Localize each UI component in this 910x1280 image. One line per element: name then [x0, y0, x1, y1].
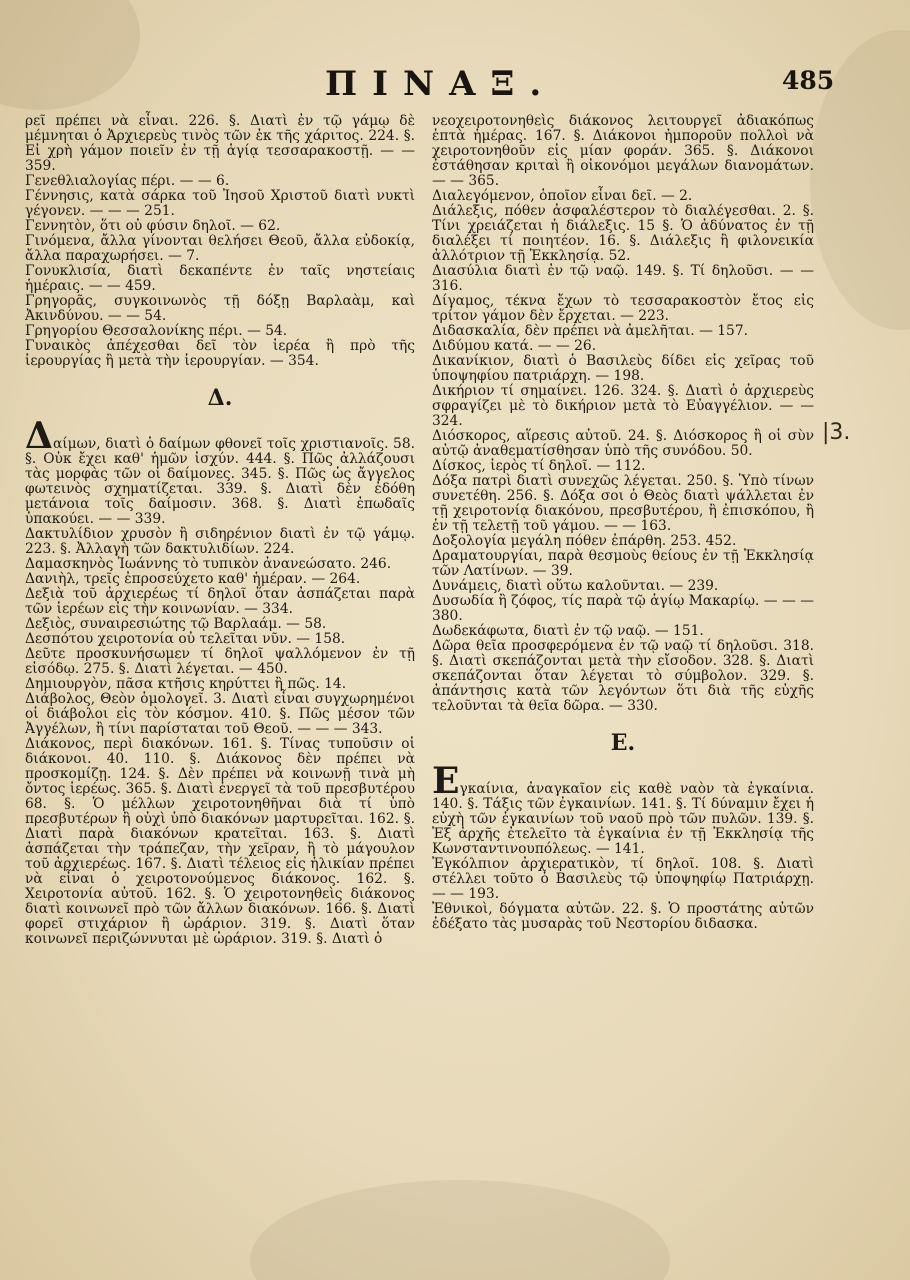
left-column	[25, 114, 415, 947]
section-gap	[432, 714, 814, 726]
index-entry-text: Δανιὴλ, τρεῖς ἐπροσεύχετο καθ' ἡμέραν. — 264.	[25, 571, 361, 587]
index-entry-text: νεοχειροτονηθεὶς διάκονος λειτουργεῖ ἀδιακόπως ἑπτὰ ἡμέρας. 167. §. Διάκονοι ἠμποροῦν πολλοὶ νὰ χειροτονηθοῦν εἰς μίαν φοράν. 365. §. Διάκονοι ἐστάθησαν κριταὶ ἢ οἰκονόμοι μεγάλων διανομάτων. — — 365.	[432, 113, 814, 189]
index-entry	[25, 339, 415, 369]
index-entry-text: Διάλεξις, πόθεν ἀσφαλέστερον τὸ διαλέγεσθαι. 2. §. Τίνι χρειάζεται ἡ διάλεξις. 15 §. Ὁ ἀδύνατος ἐν τῇ διαλέξει τί ποιητέον. 16. §. Διάλεξις ἢ φιλονεικία ἀλλότριον τῇ Ἐκκλησίᾳ. 52.	[432, 203, 814, 264]
index-entry	[25, 692, 415, 737]
index-entry-text: Δυνάμεις, διατὶ οὕτω καλοῦνται. — 239.	[432, 578, 719, 594]
index-entry-text: Διαλεγόμενον, ὁποῖον εἶναι δεῖ. — 2.	[432, 188, 693, 204]
index-entry	[25, 557, 415, 572]
index-entry	[432, 459, 814, 474]
index-entry	[432, 114, 814, 189]
index-entry	[25, 737, 415, 947]
index-entry-text: Διασύλια διατὶ ἐν τῷ ναῷ. 149. §. Τί δηλοῦσι. — — 316.	[432, 263, 814, 294]
index-entry-text: Δακτυλίδιον χρυσὸν ἢ σιδηρένιον διατὶ ἐν τῷ γάμῳ. 223. §. Ἀλλαγὴ τῶν δακτυλιδίων. 224.	[25, 526, 415, 557]
index-entry	[432, 354, 814, 384]
index-entry-text: Δραματουργίαι, παρὰ θεσμοὺς θείους ἐν τῇ Ἐκκλησίᾳ τῶν Λατίνων. — 39.	[432, 548, 814, 579]
index-entry-text: Διάκονος, περὶ διακόνων. 161. §. Τίνας τυποῦσιν οἱ διάκονοι. 40. 110. §. Διάκονος δὲν πρέπει νὰ προσκομίζῃ. 124. §. Δὲν πρέπει νὰ κοινωνῇ τινὰ μὴ ὄντος ἱερέως. 365. §. Διατὶ ἐνεργεῖ τὰ τοῦ πρεσβυτέρου 68. §. Ὁ μέλλων χειροτονηθῆναι διὰ τί ὑπὸ πρεσβυτέρων ἢ οὐχὶ ὑπὸ διακόνων μαρτυρεῖται. 162. §. Διατὶ παρὰ διακόνων κρατεῖται. 163. §. Διατὶ ἀσπάζεται τὴν τράπεζαν, τὴν χεῖραν, ἢ τὸ μάγουλον τοῦ ἀρχιερέως. 167. §. Διατὶ τέλειος εἰς ἡλικίαν πρέπει νὰ εἶναι ὁ χειροτονούμενος διάκονος. 162. §. Χειροτονία αὐτοῦ. 162. §. Ὁ χειροτονηθεὶς διάκονος διατὶ κοινωνεῖ πρὸ τῶν ἄλλων διακόνων. 166. §. Διατὶ φορεῖ στιχάριον ἢ ὠράριον. 319. §. Διατὶ ὅταν κοινωνεῖ περιζώννυται μὲ ὠράριον. 319. §. Διατὶ ὁ	[25, 736, 415, 947]
index-entry-text: Γενεθλιαλογίας πέρι. — — 6.	[25, 173, 230, 189]
handwritten-margin-note: |3.	[822, 420, 851, 445]
index-entry-text: Γυναικὸς ἀπέχεσθαι δεῖ τὸν ἱερέα ἢ πρὸ τῆς ἱερουργίας ἢ μετὰ τὴν ἱερουργίαν. — 354.	[25, 338, 415, 369]
index-entry-text: ρεῖ πρέπει νὰ εἶναι. 226. §. Διατὶ ἐν τῷ γάμῳ δὲ μέμνηται ὁ Ἀρχιερεὺς τινὸς τῶν ἐκ τῆς χάριτος. 224. §. Εἰ χρὴ γάμον ποιεῖν ἐν τῇ ἁγίᾳ τεσσαρακοστῇ. — — 359.	[25, 113, 415, 174]
index-entry	[432, 579, 814, 594]
index-entry-text: Γεννητὸν, ὅτι οὐ φύσιν δηλοῖ. — 62.	[25, 218, 281, 234]
right-column	[432, 114, 814, 932]
index-entry-text: Δίσκος, ἱερὸς τί δηλοῖ. — 112.	[432, 458, 646, 474]
index-entry	[25, 219, 415, 234]
index-entry	[25, 587, 415, 617]
index-entry	[432, 594, 814, 624]
index-entry	[25, 617, 415, 632]
index-entry	[25, 647, 415, 677]
drop-capital: Δ	[25, 415, 53, 457]
drop-capital: Ε	[432, 760, 460, 802]
index-entry	[432, 857, 814, 902]
index-entry	[432, 204, 814, 264]
index-entry	[432, 624, 814, 639]
index-entry-text: Γρηγορᾶς, συγκοινωνὸς τῇ δόξῃ Βαρλαὰμ, καὶ Ἀκινδύνου. — — 54.	[25, 293, 415, 324]
index-entry	[432, 534, 814, 549]
index-entry-text: Δημιουργὸν, πᾶσα κτῆσις κηρύττει ἢ πῶς. 14.	[25, 676, 347, 692]
index-entry	[432, 429, 814, 459]
index-entry-text: Δωδεκάφωτα, διατὶ ἐν τῷ ναῷ. — 151.	[432, 623, 704, 639]
index-entry-text: Ἐγκόλπιον ἀρχιερατικὸν, τί δηλοῖ. 108. §. Διατὶ στέλλει τοῦτο ὁ Βασιλεὺς τῷ ὑποψηφίῳ Πατριάρχῃ. — — 193.	[432, 856, 814, 902]
index-entry-text: αίμων, διατὶ ὁ δαίμων φθονεῖ τοῖς χριστιανοῖς. 58. §. Οὐκ ἔχει καθ' ἡμῶν ἰσχύν. 444. §. Πῶς ἀλλάζουσι τὰς μορφὰς τῶν οἱ δαίμονες. 345. §. Πῶς ὡς ἄγγελος φωτεινὸς σχηματίζεται. 339. §. Διατὶ δὲν ἐδόθη μετάνοια τοῖς δαίμοσιν. 368. §. Διατὶ ἐπωδαῖς ὑπακούει. — — 339.	[25, 436, 415, 527]
section-letter-heading: Δ.	[207, 385, 233, 411]
index-entry-text: Δῶρα θεῖα προσφερόμενα ἐν τῷ ναῷ τί δηλοῦσι. 318. §. Διατὶ σκεπάζονται μετὰ τὴν εἴσοδον. 328. §. Διατὶ σκεπάζονται ὅταν λέγεται τὸ σύμβολον. 329. §. ἀπάντησις κατὰ τῶν λεγόντων ὅτι διὰ τῆς εὐχῆς τελοῦνται τὰ θεῖα δῶρα. — 330.	[432, 638, 814, 714]
index-entry-text: Διάβολος, Θεὸν ὁμολογεῖ. 3. Διατὶ εἶναι συγχωρημένοι οἱ διάβολοι εἰς τὸν κόσμον. 410. §. Πῶς μέσον τῶν Ἀγγέλων, ἢ τίνι παρίσταται τοῦ Θεοῦ. — — — 343.	[25, 691, 415, 737]
index-entry	[432, 264, 814, 294]
index-entry	[25, 572, 415, 587]
index-entry	[432, 549, 814, 579]
section-letter-heading: E.	[610, 730, 636, 756]
index-entry	[25, 632, 415, 647]
index-entry-text: Δαμασκηνὸς Ἰωάννης τὸ τυπικὸν ἀνανεώσατο. 246.	[25, 556, 392, 572]
index-entry	[432, 189, 814, 204]
index-entry	[25, 114, 415, 174]
index-entry-text: Διόσκορος, αἵρεσις αὐτοῦ. 24. §. Διόσκορος ἢ οἱ σὺν αὐτῷ ἀναθεματίσθησαν ὑπὸ τῆς συνόδου. 50.	[432, 428, 814, 459]
index-entry	[25, 415, 415, 527]
index-entry-text: Δόξα πατρὶ διατὶ συνεχῶς λέγεται. 250. §. Ὑπὸ τίνων συνετέθη. 256. §. Δόξα σοι ὁ Θεὸς διατὶ ψάλλεται ἐν τῇ χειροτονίᾳ διακόνου, πρεσβυτέρου, ἢ ἐπισκόπου, ἢ ἐν τῇ τελετῇ τοῦ γάμου. — — 163.	[432, 473, 814, 534]
index-entry-text: γκαίνια, ἀναγκαῖον εἰς καθὲ ναὸν τὰ ἐγκαίνια. 140. §. Τάξις τῶν ἐγκαινίων. 141. §. Τί δύναμιν ἔχει ἡ εὐχὴ τῶν ἐγκαινίων τοῦ ναοῦ πρὸ τῶν πυλῶν. 139. §. Ἐξ ἀρχῆς ἐτελεῖτο τὰ ἐγκαίνια ἐν τῇ Ἐκκλησίᾳ τῆς Κωνσταντινουπόλεως. — 141.	[432, 781, 814, 857]
index-entry	[25, 174, 415, 189]
index-entry-text: Γινόμενα, ἄλλα γίνονται θελήσει Θεοῦ, ἄλλα εὐδοκίᾳ, ἄλλα παραχωρήσει. — 7.	[25, 233, 415, 264]
index-entry-text: Δεσπότου χειροτονία οὐ τελεῖται νῦν. — 158.	[25, 631, 346, 647]
index-entry	[25, 264, 415, 294]
index-entry-text: Δυσωδία ἢ ζόφος, τίς παρὰ τῷ ἁγίῳ Μακαρίῳ. — — — 380.	[432, 593, 814, 624]
index-entry	[432, 902, 814, 932]
index-entry	[432, 294, 814, 324]
section-gap	[25, 369, 415, 381]
index-entry-text: Γρηγορίου Θεσσαλονίκης πέρι. — 54.	[25, 323, 288, 339]
index-entry	[25, 527, 415, 557]
index-entry	[432, 760, 814, 857]
index-entry	[25, 234, 415, 264]
index-entry-text: Γέννησις, κατὰ σάρκα τοῦ Ἰησοῦ Χριστοῦ διατὶ νυκτὶ γέγονεν. — — — 251.	[25, 188, 415, 219]
index-entry-text: Δικανίκιον, διατὶ ὁ Βασιλεὺς δίδει εἰς χεῖρας τοῦ ὑποψηφίου πατριάρχη. — 198.	[432, 353, 814, 384]
index-entry	[432, 324, 814, 339]
index-entry-text: Δίγαμος, τέκνα ἔχων τὸ τεσσαρακοστὸν ἔτος εἰς τρίτον γάμον δὲν ἔρχεται. — 223.	[432, 293, 814, 324]
index-entry-text: Γονυκλισία, διατὶ δεκαπέντε ἐν ταῖς νηστείαις ἡμέραις. — — 459.	[25, 263, 415, 294]
index-entry	[432, 474, 814, 534]
index-entry-text: Ἐθνικοὶ, δόγματα αὐτῶν. 22. §. Ὁ προστάτης αὐτῶν ἐδέξατο τὰς μυσαρὰς τοῦ Νεστορίου διδασκα.	[432, 901, 814, 932]
index-entry-text: Δεῦτε προσκυνήσωμεν τί δηλοῖ ψαλλόμενον ἐν τῇ εἰσόδῳ. 275. §. Διατὶ λέγεται. — 450.	[25, 646, 415, 677]
index-entry	[25, 189, 415, 219]
index-entry	[25, 324, 415, 339]
page-number: 485	[782, 66, 835, 95]
index-entry-text: Δεξιὰ τοῦ ἀρχιερέως τί δηλοῖ ὅταν ἀσπάζεται παρὰ τῶν ἱερέων εἰς τὴν κοινωνίαν. — 334.	[25, 586, 415, 617]
page-title: ΠΙΝΑΞ.	[325, 64, 557, 104]
index-entry-text: Δεξιὸς, συναιρεσιώτης τῷ Βαρλαάμ. — 58.	[25, 616, 327, 632]
index-entry	[25, 677, 415, 692]
index-entry-text: Διδύμου κατά. — — 26.	[432, 338, 597, 354]
index-entry-text: Δικήριον τί σημαίνει. 126. 324. §. Διατὶ ὁ ἀρχιερεὺς σφραγίζει μὲ τὸ δικήριον μετὰ τὸ Εὐαγγέλιον. — — 324.	[432, 383, 814, 429]
index-entry-text: Δοξολογία μεγάλη πόθεν ἐπάρθη. 253. 452.	[432, 533, 737, 549]
index-entry	[432, 639, 814, 714]
index-entry	[432, 339, 814, 354]
index-entry	[432, 384, 814, 429]
index-entry-text: Διδασκαλία, δὲν πρέπει νὰ ἀμελῆται. — 157.	[432, 323, 748, 339]
index-entry	[25, 294, 415, 324]
